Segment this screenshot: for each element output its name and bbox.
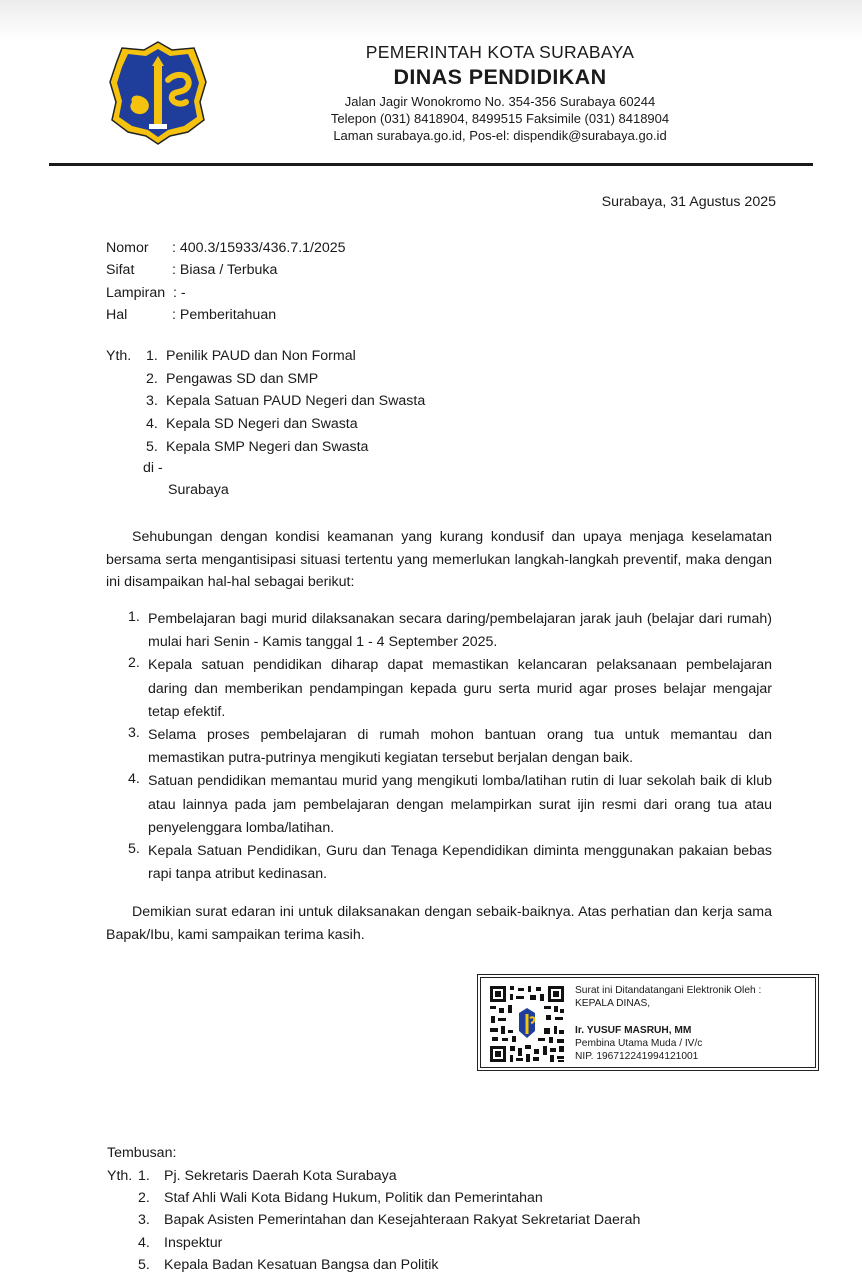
- list-text: Kepala satuan pendidikan diharap dapat memastikan kelancaran pelaksanaan pembelajaran daring dan memberikan pendampingan kepada guru serta murid agar proses belajar mengajar tetap efektif.: [148, 657, 772, 720]
- list-number: 5.: [128, 841, 140, 858]
- meta-value: : -: [173, 285, 186, 301]
- recipient-city: Surabaya: [168, 482, 229, 498]
- recipient-item: Kepala SMP Negeri dan Swasta: [166, 439, 369, 455]
- signature-statement: Surat ini Ditandatangani Elektronik Oleh :: [575, 985, 762, 996]
- recipient-number: 3.: [146, 393, 158, 409]
- cc-item: Staf Ahli Wali Kota Bidang Hukum, Politik dan Pemerintahan: [164, 1190, 543, 1206]
- recipient-number: 1.: [146, 348, 158, 364]
- signer-name: Ir. YUSUF MASRUH, MM: [575, 1025, 692, 1036]
- agency-address: Jalan Jagir Wonokromo No. 354-356 Surabaya 60244: [344, 94, 656, 109]
- meta-value: : 400.3/15933/436.7.1/2025: [172, 240, 346, 256]
- list-text: Pembelajaran bagi murid dilaksanakan secara daring/pembelajaran jarak jauh (belajar dari rumah) mulai hari Senin - Kamis tanggal 1 - 4 September 2025.: [148, 611, 772, 651]
- meta-label: Sifat: [106, 262, 135, 278]
- cc-title: Tembusan:: [107, 1145, 177, 1161]
- surabaya-emblem-icon: [108, 40, 208, 146]
- recipient-number: 2.: [146, 371, 158, 387]
- agency-phone: Telepon (031) 8418904, 8499515 Faksimile (031) 8418904: [330, 111, 670, 126]
- signer-position: KEPALA DINAS,: [575, 998, 651, 1009]
- cc-item: Inspektur: [164, 1235, 223, 1251]
- list-item: [106, 608, 772, 654]
- list-item: [106, 840, 772, 886]
- list-text: Kepala Satuan Pendidikan, Guru dan Tenaga Kependidikan diminta menggunakan pakaian bebas rapi tanpa atribut kedinasan.: [148, 843, 772, 883]
- list-text: Satuan pendidikan memantau murid yang mengikuti lomba/latihan rutin di luar sekolah baik di klub atau lainnya pada jam pembelajaran dengan melampirkan surat ijin resmi dari orang tua atau penyelenggara lomba/latihan.: [148, 773, 772, 836]
- list-item: [106, 770, 772, 840]
- list-number: 2.: [128, 655, 140, 672]
- signer-nip: NIP. 196712241994121001: [575, 1051, 699, 1062]
- cc-number: 5.: [138, 1257, 150, 1273]
- electronic-signature-box: [477, 974, 819, 1071]
- signature-inner-frame: [480, 977, 816, 1068]
- agency-web: Laman surabaya.go.id, Pos-el: dispendik@surabaya.go.id: [333, 128, 667, 143]
- instruction-list: [106, 608, 772, 886]
- cc-number: 1.: [138, 1168, 150, 1184]
- signer-rank: Pembina Utama Muda / IV/c: [575, 1038, 703, 1049]
- list-number: 3.: [128, 725, 140, 742]
- cc-prefix: Yth.: [107, 1168, 133, 1184]
- list-number: 1.: [128, 609, 140, 625]
- meta-label: Hal: [106, 307, 128, 323]
- cc-number: 2.: [138, 1190, 150, 1206]
- letterhead-divider: [49, 163, 813, 166]
- letter-date: Surabaya, 31 Agustus 2025: [601, 194, 776, 210]
- list-item: [106, 654, 772, 724]
- list-text: Selama proses pembelajaran di rumah mohon bantuan orang tua untuk memantau dan memastikan putra-putrinya mengikuti kegiatan tersebut berjalan dengan baik.: [148, 727, 772, 767]
- qr-code-icon: [488, 984, 566, 1064]
- recipients-prefix: Yth.: [106, 348, 132, 364]
- recipient-item: Penilik PAUD dan Non Formal: [166, 348, 356, 364]
- recipient-number: 5.: [146, 439, 158, 455]
- meta-value: : Pemberitahuan: [172, 307, 277, 323]
- intro-paragraph: Sehubungan dengan kondisi keamanan yang kurang kondusif dan upaya menjaga keselamatan bersama serta mengantisipasi situasi tertentu yang memerlukan langkah-langkah preventif, maka dengan ini disampaikan hal-hal sebagai berikut:: [106, 529, 772, 590]
- cc-item: Pj. Sekretaris Daerah Kota Surabaya: [164, 1168, 397, 1184]
- recipient-number: 4.: [146, 416, 158, 432]
- recipient-di: di -: [143, 460, 163, 476]
- meta-label: Nomor: [106, 240, 149, 256]
- list-item: [106, 724, 772, 770]
- government-name: PEMERINTAH KOTA SURABAYA: [365, 42, 635, 62]
- page-top-shade: [0, 0, 862, 40]
- cc-number: 4.: [138, 1235, 150, 1251]
- list-number: 4.: [128, 771, 140, 788]
- cc-item: Bapak Asisten Pemerintahan dan Kesejahteraan Rakyat Sekretariat Daerah: [164, 1212, 641, 1228]
- agency-contact: [290, 93, 710, 144]
- meta-label: Lampiran: [106, 285, 166, 301]
- agency-name: DINAS PENDIDIKAN: [393, 65, 607, 89]
- meta-value: : Biasa / Terbuka: [172, 262, 278, 278]
- recipient-item: Kepala Satuan PAUD Negeri dan Swasta: [166, 393, 426, 409]
- recipient-item: Kepala SD Negeri dan Swasta: [166, 416, 358, 432]
- recipient-item: Pengawas SD dan SMP: [166, 371, 319, 387]
- closing-paragraph: Demikian surat edaran ini untuk dilaksanakan dengan sebaik-baiknya. Atas perhatian dan kerja sama Bapak/Ibu, kami sampaikan terima kasih.: [106, 904, 772, 943]
- cc-item: Kepala Badan Kesatuan Bangsa dan Politik: [164, 1257, 439, 1273]
- cc-number: 3.: [138, 1212, 150, 1228]
